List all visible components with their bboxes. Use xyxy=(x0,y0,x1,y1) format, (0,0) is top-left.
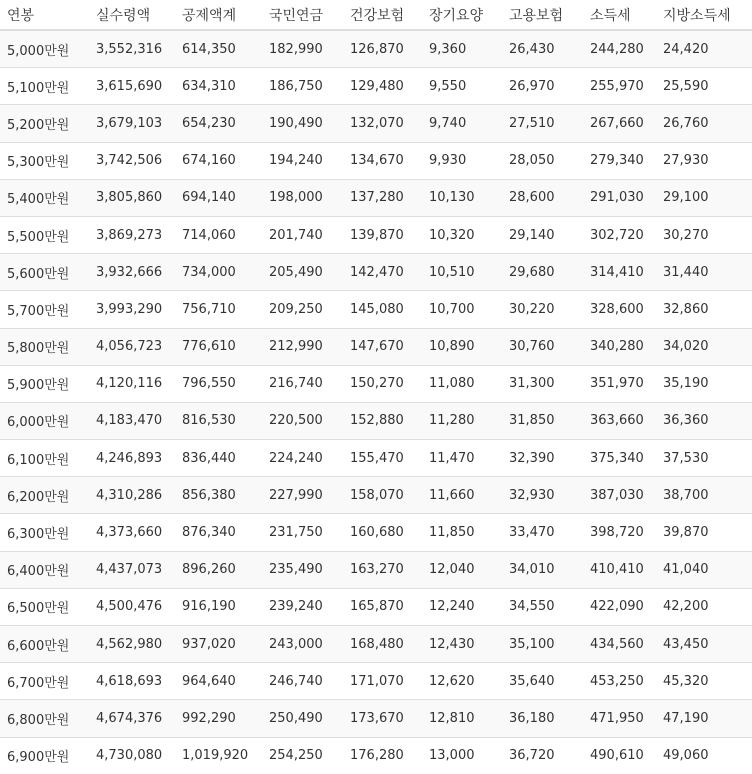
cell-local-income-tax: 35,190 xyxy=(656,365,752,402)
cell-total-deduction: 964,640 xyxy=(175,663,262,700)
cell-long-term-care: 11,080 xyxy=(422,365,502,402)
cell-national-pension: 186,750 xyxy=(262,68,343,105)
cell-local-income-tax: 37,530 xyxy=(656,440,752,477)
cell-national-pension: 250,490 xyxy=(262,700,343,737)
table-row xyxy=(0,402,752,439)
table-row xyxy=(0,291,752,328)
cell-total-deduction: 694,140 xyxy=(175,179,262,216)
cell-long-term-care: 12,810 xyxy=(422,700,502,737)
cell-net-pay: 4,056,723 xyxy=(89,328,175,365)
cell-health-insurance: 132,070 xyxy=(343,105,422,142)
cell-national-pension: 182,990 xyxy=(262,30,343,68)
cell-income-tax: 410,410 xyxy=(583,551,656,588)
cell-net-pay: 3,932,666 xyxy=(89,254,175,291)
cell-health-insurance: 158,070 xyxy=(343,477,422,514)
cell-net-pay: 3,615,690 xyxy=(89,68,175,105)
cell-employment-insurance: 26,970 xyxy=(502,68,583,105)
cell-net-pay: 3,742,506 xyxy=(89,142,175,179)
cell-employment-insurance: 31,300 xyxy=(502,365,583,402)
cell-net-pay: 4,437,073 xyxy=(89,551,175,588)
cell-salary: 5,300만원 xyxy=(0,142,89,179)
table-header xyxy=(0,0,752,30)
cell-employment-insurance: 34,550 xyxy=(502,588,583,625)
cell-national-pension: 235,490 xyxy=(262,551,343,588)
cell-income-tax: 471,950 xyxy=(583,700,656,737)
cell-salary: 5,600만원 xyxy=(0,254,89,291)
cell-national-pension: 190,490 xyxy=(262,105,343,142)
table-row xyxy=(0,328,752,365)
cell-employment-insurance: 32,930 xyxy=(502,477,583,514)
cell-income-tax: 453,250 xyxy=(583,663,656,700)
cell-total-deduction: 1,019,920 xyxy=(175,737,262,774)
table-row xyxy=(0,254,752,291)
cell-national-pension: 198,000 xyxy=(262,179,343,216)
column-header-net-pay: 실수령액 xyxy=(89,0,175,30)
cell-employment-insurance: 29,680 xyxy=(502,254,583,291)
cell-national-pension: 209,250 xyxy=(262,291,343,328)
cell-health-insurance: 147,670 xyxy=(343,328,422,365)
cell-local-income-tax: 32,860 xyxy=(656,291,752,328)
cell-health-insurance: 173,670 xyxy=(343,700,422,737)
column-header-employment-insurance: 고용보험 xyxy=(502,0,583,30)
cell-long-term-care: 10,320 xyxy=(422,216,502,253)
cell-health-insurance: 152,880 xyxy=(343,402,422,439)
cell-total-deduction: 614,350 xyxy=(175,30,262,68)
cell-local-income-tax: 26,760 xyxy=(656,105,752,142)
cell-long-term-care: 11,660 xyxy=(422,477,502,514)
cell-health-insurance: 168,480 xyxy=(343,626,422,663)
cell-health-insurance: 165,870 xyxy=(343,588,422,625)
cell-total-deduction: 836,440 xyxy=(175,440,262,477)
cell-total-deduction: 916,190 xyxy=(175,588,262,625)
cell-income-tax: 490,610 xyxy=(583,737,656,774)
cell-net-pay: 4,674,376 xyxy=(89,700,175,737)
cell-net-pay: 4,730,080 xyxy=(89,737,175,774)
cell-income-tax: 302,720 xyxy=(583,216,656,253)
cell-health-insurance: 163,270 xyxy=(343,551,422,588)
cell-salary: 6,600만원 xyxy=(0,626,89,663)
cell-national-pension: 216,740 xyxy=(262,365,343,402)
cell-local-income-tax: 42,200 xyxy=(656,588,752,625)
cell-net-pay: 4,183,470 xyxy=(89,402,175,439)
cell-national-pension: 212,990 xyxy=(262,328,343,365)
cell-employment-insurance: 33,470 xyxy=(502,514,583,551)
cell-employment-insurance: 28,600 xyxy=(502,179,583,216)
table-row xyxy=(0,30,752,68)
cell-total-deduction: 992,290 xyxy=(175,700,262,737)
cell-local-income-tax: 49,060 xyxy=(656,737,752,774)
cell-national-pension: 243,000 xyxy=(262,626,343,663)
cell-total-deduction: 796,550 xyxy=(175,365,262,402)
cell-income-tax: 351,970 xyxy=(583,365,656,402)
table-row xyxy=(0,477,752,514)
cell-salary: 6,000만원 xyxy=(0,402,89,439)
cell-total-deduction: 756,710 xyxy=(175,291,262,328)
cell-local-income-tax: 25,590 xyxy=(656,68,752,105)
cell-health-insurance: 176,280 xyxy=(343,737,422,774)
cell-salary: 5,000만원 xyxy=(0,30,89,68)
cell-employment-insurance: 35,640 xyxy=(502,663,583,700)
cell-local-income-tax: 47,190 xyxy=(656,700,752,737)
cell-salary: 6,800만원 xyxy=(0,700,89,737)
cell-net-pay: 3,869,273 xyxy=(89,216,175,253)
cell-salary: 6,900만원 xyxy=(0,737,89,774)
cell-local-income-tax: 38,700 xyxy=(656,477,752,514)
cell-long-term-care: 12,240 xyxy=(422,588,502,625)
cell-national-pension: 254,250 xyxy=(262,737,343,774)
cell-net-pay: 4,618,693 xyxy=(89,663,175,700)
cell-employment-insurance: 32,390 xyxy=(502,440,583,477)
table-row xyxy=(0,142,752,179)
cell-employment-insurance: 35,100 xyxy=(502,626,583,663)
cell-local-income-tax: 34,020 xyxy=(656,328,752,365)
cell-long-term-care: 10,890 xyxy=(422,328,502,365)
cell-national-pension: 205,490 xyxy=(262,254,343,291)
cell-health-insurance: 171,070 xyxy=(343,663,422,700)
cell-employment-insurance: 27,510 xyxy=(502,105,583,142)
cell-local-income-tax: 45,320 xyxy=(656,663,752,700)
cell-national-pension: 227,990 xyxy=(262,477,343,514)
table-row xyxy=(0,737,752,774)
cell-employment-insurance: 36,720 xyxy=(502,737,583,774)
cell-health-insurance: 129,480 xyxy=(343,68,422,105)
column-header-long-term-care: 장기요양 xyxy=(422,0,502,30)
cell-income-tax: 375,340 xyxy=(583,440,656,477)
cell-local-income-tax: 41,040 xyxy=(656,551,752,588)
table-row xyxy=(0,626,752,663)
cell-net-pay: 4,500,476 xyxy=(89,588,175,625)
cell-net-pay: 4,120,116 xyxy=(89,365,175,402)
cell-local-income-tax: 43,450 xyxy=(656,626,752,663)
cell-salary: 6,100만원 xyxy=(0,440,89,477)
cell-total-deduction: 937,020 xyxy=(175,626,262,663)
cell-net-pay: 3,993,290 xyxy=(89,291,175,328)
header-row xyxy=(0,0,752,30)
cell-long-term-care: 9,930 xyxy=(422,142,502,179)
cell-salary: 5,100만원 xyxy=(0,68,89,105)
cell-salary: 6,300만원 xyxy=(0,514,89,551)
cell-health-insurance: 126,870 xyxy=(343,30,422,68)
cell-local-income-tax: 31,440 xyxy=(656,254,752,291)
table-row xyxy=(0,216,752,253)
table-row xyxy=(0,663,752,700)
cell-local-income-tax: 24,420 xyxy=(656,30,752,68)
cell-salary: 6,200만원 xyxy=(0,477,89,514)
table-row xyxy=(0,440,752,477)
table-row xyxy=(0,365,752,402)
cell-health-insurance: 145,080 xyxy=(343,291,422,328)
cell-total-deduction: 634,310 xyxy=(175,68,262,105)
cell-total-deduction: 816,530 xyxy=(175,402,262,439)
table-row xyxy=(0,179,752,216)
cell-income-tax: 422,090 xyxy=(583,588,656,625)
cell-national-pension: 194,240 xyxy=(262,142,343,179)
cell-income-tax: 255,970 xyxy=(583,68,656,105)
cell-long-term-care: 10,700 xyxy=(422,291,502,328)
cell-health-insurance: 137,280 xyxy=(343,179,422,216)
column-header-health-insurance: 건강보험 xyxy=(343,0,422,30)
column-header-national-pension: 국민연금 xyxy=(262,0,343,30)
cell-long-term-care: 9,740 xyxy=(422,105,502,142)
table-row xyxy=(0,551,752,588)
cell-net-pay: 4,373,660 xyxy=(89,514,175,551)
cell-net-pay: 4,246,893 xyxy=(89,440,175,477)
cell-employment-insurance: 30,220 xyxy=(502,291,583,328)
cell-income-tax: 340,280 xyxy=(583,328,656,365)
cell-salary: 5,400만원 xyxy=(0,179,89,216)
cell-long-term-care: 12,620 xyxy=(422,663,502,700)
cell-national-pension: 239,240 xyxy=(262,588,343,625)
cell-net-pay: 3,805,860 xyxy=(89,179,175,216)
cell-local-income-tax: 36,360 xyxy=(656,402,752,439)
cell-income-tax: 291,030 xyxy=(583,179,656,216)
cell-salary: 6,500만원 xyxy=(0,588,89,625)
cell-employment-insurance: 28,050 xyxy=(502,142,583,179)
cell-national-pension: 201,740 xyxy=(262,216,343,253)
cell-income-tax: 328,600 xyxy=(583,291,656,328)
cell-net-pay: 3,552,316 xyxy=(89,30,175,68)
cell-long-term-care: 12,430 xyxy=(422,626,502,663)
cell-income-tax: 267,660 xyxy=(583,105,656,142)
cell-income-tax: 387,030 xyxy=(583,477,656,514)
cell-long-term-care: 9,550 xyxy=(422,68,502,105)
cell-salary: 5,500만원 xyxy=(0,216,89,253)
cell-long-term-care: 11,470 xyxy=(422,440,502,477)
cell-health-insurance: 160,680 xyxy=(343,514,422,551)
cell-income-tax: 244,280 xyxy=(583,30,656,68)
cell-health-insurance: 142,470 xyxy=(343,254,422,291)
table-row xyxy=(0,588,752,625)
cell-long-term-care: 12,040 xyxy=(422,551,502,588)
cell-income-tax: 398,720 xyxy=(583,514,656,551)
column-header-local-income-tax: 지방소득세 xyxy=(656,0,752,30)
cell-total-deduction: 654,230 xyxy=(175,105,262,142)
cell-long-term-care: 10,510 xyxy=(422,254,502,291)
cell-employment-insurance: 34,010 xyxy=(502,551,583,588)
cell-national-pension: 224,240 xyxy=(262,440,343,477)
cell-total-deduction: 876,340 xyxy=(175,514,262,551)
cell-employment-insurance: 36,180 xyxy=(502,700,583,737)
cell-employment-insurance: 30,760 xyxy=(502,328,583,365)
cell-local-income-tax: 27,930 xyxy=(656,142,752,179)
table-row xyxy=(0,700,752,737)
cell-net-pay: 3,679,103 xyxy=(89,105,175,142)
table-row xyxy=(0,68,752,105)
cell-salary: 6,700만원 xyxy=(0,663,89,700)
cell-long-term-care: 13,000 xyxy=(422,737,502,774)
cell-health-insurance: 134,670 xyxy=(343,142,422,179)
cell-long-term-care: 11,850 xyxy=(422,514,502,551)
cell-income-tax: 314,410 xyxy=(583,254,656,291)
cell-health-insurance: 139,870 xyxy=(343,216,422,253)
cell-total-deduction: 674,160 xyxy=(175,142,262,179)
cell-salary: 5,700만원 xyxy=(0,291,89,328)
cell-national-pension: 231,750 xyxy=(262,514,343,551)
cell-employment-insurance: 29,140 xyxy=(502,216,583,253)
cell-salary: 5,800만원 xyxy=(0,328,89,365)
cell-employment-insurance: 31,850 xyxy=(502,402,583,439)
table-row xyxy=(0,105,752,142)
cell-national-pension: 220,500 xyxy=(262,402,343,439)
cell-income-tax: 363,660 xyxy=(583,402,656,439)
cell-income-tax: 279,340 xyxy=(583,142,656,179)
cell-health-insurance: 150,270 xyxy=(343,365,422,402)
cell-total-deduction: 714,060 xyxy=(175,216,262,253)
cell-net-pay: 4,562,980 xyxy=(89,626,175,663)
cell-total-deduction: 776,610 xyxy=(175,328,262,365)
column-header-total-deduction: 공제액계 xyxy=(175,0,262,30)
cell-total-deduction: 734,000 xyxy=(175,254,262,291)
table-row xyxy=(0,514,752,551)
column-header-salary: 연봉 xyxy=(0,0,89,30)
column-header-income-tax: 소득세 xyxy=(583,0,656,30)
cell-total-deduction: 896,260 xyxy=(175,551,262,588)
cell-net-pay: 4,310,286 xyxy=(89,477,175,514)
cell-salary: 5,900만원 xyxy=(0,365,89,402)
cell-local-income-tax: 30,270 xyxy=(656,216,752,253)
table-body xyxy=(0,30,752,774)
cell-long-term-care: 10,130 xyxy=(422,179,502,216)
cell-income-tax: 434,560 xyxy=(583,626,656,663)
cell-total-deduction: 856,380 xyxy=(175,477,262,514)
cell-long-term-care: 11,280 xyxy=(422,402,502,439)
cell-long-term-care: 9,360 xyxy=(422,30,502,68)
cell-local-income-tax: 39,870 xyxy=(656,514,752,551)
cell-salary: 6,400만원 xyxy=(0,551,89,588)
cell-health-insurance: 155,470 xyxy=(343,440,422,477)
cell-salary: 5,200만원 xyxy=(0,105,89,142)
cell-local-income-tax: 29,100 xyxy=(656,179,752,216)
cell-employment-insurance: 26,430 xyxy=(502,30,583,68)
cell-national-pension: 246,740 xyxy=(262,663,343,700)
